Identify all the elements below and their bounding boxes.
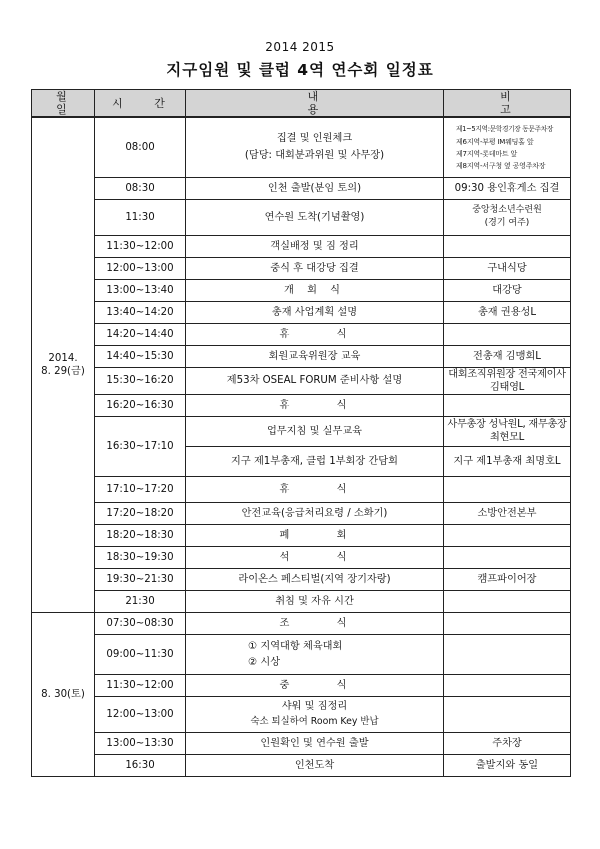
schedule-table <box>31 89 571 777</box>
note-cell: 주차장 <box>444 732 571 754</box>
table-row <box>32 524 571 546</box>
time-cell: 08:00 <box>95 117 186 177</box>
table-row <box>32 674 571 696</box>
content-cell: 조 식 <box>186 612 444 634</box>
note-cell <box>444 199 571 235</box>
note-cell: 소방안전본부 <box>444 502 571 524</box>
content-cell: 인천도착 <box>186 754 444 776</box>
content-cell: 객실배정 및 짐 정리 <box>186 235 444 257</box>
content-line: ② 시상 <box>248 656 281 668</box>
note-cell: 총재 권용성L <box>444 301 571 323</box>
note-cell: 대강당 <box>444 279 571 301</box>
content-cell: 지구 제1부총재, 클럽 1부회장 간담회 <box>186 446 444 476</box>
time-cell: 11:30~12:00 <box>95 235 186 257</box>
content-cell: 라이온스 페스티벌(지역 장기자랑) <box>186 568 444 590</box>
note-line: 제1~5지역:문학경기장 동문주차장 <box>456 124 554 133</box>
note-cell <box>444 674 571 696</box>
note-cell <box>444 612 571 634</box>
note-cell: 출발지와 동일 <box>444 754 571 776</box>
table-row <box>32 323 571 345</box>
content-cell: 회원교육위원장 교육 <box>186 345 444 367</box>
page-title: 지구임원 및 클럽 4역 연수회 일정표 <box>166 61 434 79</box>
table-row <box>32 502 571 524</box>
time-cell: 13:40~14:20 <box>95 301 186 323</box>
table-row <box>32 612 571 634</box>
content-cell: 안전교육(응급처리요령 / 소화기) <box>186 502 444 524</box>
time-cell: 13:00~13:40 <box>95 279 186 301</box>
header-content: 내 용 <box>186 90 444 118</box>
content-cell: 폐 회 <box>186 524 444 546</box>
note-cell <box>444 117 571 177</box>
content-cell: 중 식 <box>186 674 444 696</box>
time-cell: 13:00~13:30 <box>95 732 186 754</box>
note-cell: 사무총장 성낙원L, 재무총장 최현모L <box>444 416 571 446</box>
table-row <box>32 634 571 674</box>
time-cell: 14:20~14:40 <box>95 323 186 345</box>
time-cell: 18:30~19:30 <box>95 546 186 568</box>
time-cell: 16:20~16:30 <box>95 394 186 416</box>
note-line: (경기 여주) <box>484 218 530 228</box>
note-cell <box>444 696 571 732</box>
table-row <box>32 754 571 776</box>
note-line: 제7지역-롯데마트 앞 <box>456 149 518 158</box>
content-cell: 석 식 <box>186 546 444 568</box>
table-row <box>32 568 571 590</box>
table-row <box>32 732 571 754</box>
time-cell: 16:30~17:10 <box>95 416 186 476</box>
table-row <box>32 416 571 446</box>
content-line: 숙소 퇴실하여 Room Key 반납 <box>250 716 379 727</box>
note-line: 제6지역-부평 IM웨딩홀 앞 <box>456 137 534 146</box>
content-cell <box>186 696 444 732</box>
content-cell: 휴 식 <box>186 394 444 416</box>
table-row <box>32 257 571 279</box>
time-cell: 18:20~18:30 <box>95 524 186 546</box>
note-cell <box>444 546 571 568</box>
header-date: 월 일 <box>32 90 95 118</box>
note-line: 제8지역-서구청 옆 공영주차장 <box>456 161 546 170</box>
day1-date-line1: 2014. <box>48 352 78 364</box>
time-cell: 08:30 <box>95 177 186 199</box>
content-cell: 중식 후 대강당 집결 <box>186 257 444 279</box>
content-cell: 연수원 도착(기념촬영) <box>186 199 444 235</box>
note-cell <box>444 476 571 502</box>
day2-date-cell: 8. 30(토) <box>32 612 95 776</box>
note-cell <box>444 634 571 674</box>
time-cell: 17:10~17:20 <box>95 476 186 502</box>
table-row <box>32 394 571 416</box>
table-row <box>32 301 571 323</box>
table-row <box>32 546 571 568</box>
table-row <box>32 235 571 257</box>
time-cell: 11:30~12:00 <box>95 674 186 696</box>
content-cell: 총재 사업계획 설명 <box>186 301 444 323</box>
table-row <box>32 177 571 199</box>
day1-date-cell <box>32 117 95 612</box>
content-cell: 업무지침 및 실무교육 <box>186 416 444 446</box>
table-row <box>32 367 571 394</box>
note-cell <box>444 235 571 257</box>
table-row <box>32 590 571 612</box>
content-cell: 인천 출발(분임 토의) <box>186 177 444 199</box>
content-cell: 인원확인 및 연수원 출발 <box>186 732 444 754</box>
table-row <box>32 117 571 177</box>
table-row <box>32 476 571 502</box>
content-cell: 휴 식 <box>186 323 444 345</box>
time-cell: 16:30 <box>95 754 186 776</box>
time-cell: 19:30~21:30 <box>95 568 186 590</box>
time-cell: 12:00~13:00 <box>95 257 186 279</box>
table-header-row <box>32 90 571 118</box>
note-cell: 09:30 용인휴게소 집결 <box>444 177 571 199</box>
content-cell <box>186 117 444 177</box>
note-cell <box>444 323 571 345</box>
year-label: 2014 2015 <box>265 40 335 54</box>
content-line: (담당: 대회분과위원 및 사무장) <box>244 150 385 162</box>
time-cell: 11:30 <box>95 199 186 235</box>
time-cell: 09:00~11:30 <box>95 634 186 674</box>
note-cell <box>444 590 571 612</box>
note-cell <box>444 394 571 416</box>
content-cell: 개 회 식 <box>186 279 444 301</box>
time-cell: 12:00~13:00 <box>95 696 186 732</box>
content-line: ① 지역대항 체육대회 <box>248 640 343 652</box>
note-cell: 대회조직위원장 전국제이사 김태영L <box>444 367 571 394</box>
time-cell: 15:30~16:20 <box>95 367 186 394</box>
note-cell <box>444 524 571 546</box>
note-cell: 전총재 김맹희L <box>444 345 571 367</box>
note-cell: 구내식당 <box>444 257 571 279</box>
time-cell: 21:30 <box>95 590 186 612</box>
header-time: 시 간 <box>95 90 186 118</box>
table-row <box>32 696 571 732</box>
content-cell: 휴 식 <box>186 476 444 502</box>
content-line: 집결 및 인원체크 <box>276 133 353 145</box>
table-row <box>32 345 571 367</box>
time-cell: 17:20~18:20 <box>95 502 186 524</box>
content-line: 샤워 및 짐정리 <box>281 701 348 712</box>
content-cell <box>186 634 444 674</box>
header-note: 비 고 <box>444 90 571 118</box>
time-cell: 07:30~08:30 <box>95 612 186 634</box>
table-row <box>32 279 571 301</box>
time-cell: 14:40~15:30 <box>95 345 186 367</box>
note-line: 중앙청소년수련원 <box>472 205 542 215</box>
content-cell: 제53차 OSEAL FORUM 준비사항 설명 <box>186 367 444 394</box>
note-cell: 지구 제1부총재 최명호L <box>444 446 571 476</box>
content-cell: 취침 및 자유 시간 <box>186 590 444 612</box>
note-cell: 캠프파이어장 <box>444 568 571 590</box>
table-row <box>32 199 571 235</box>
day1-date-line2: 8. 29(금) <box>41 365 85 377</box>
